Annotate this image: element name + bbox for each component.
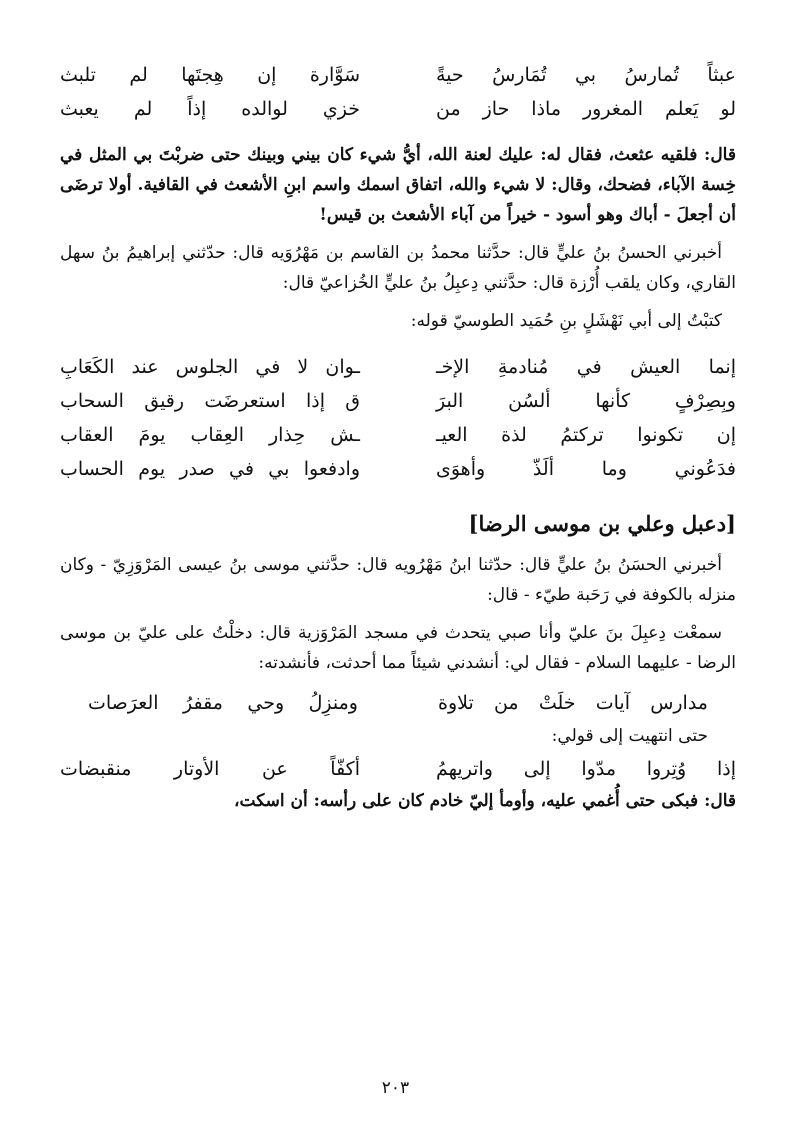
verse-second-hemistich: ق إذا استعرضَت رقيق السحاب [60, 390, 360, 412]
paragraph-letter-intro: كتبْتُ إلى أبي نَهْشَلٍ بنِ حُمَيد الطوسيّ قوله: [410, 311, 722, 331]
paragraph-closing: قال: فبكى حتى أُغمي عليه، وأومأ إليّ خادم كان على رأسه: أن اسكت، [234, 791, 736, 811]
verse-second-hemistich: خزي لوالده إذاً لم يعبث [60, 98, 360, 120]
section-heading: [دعبل وعلي بن موسى الرضا] [468, 511, 736, 536]
verse-line [60, 686, 736, 720]
verse-first-hemistich: إذا وُتِروا مدّوا إلى واتريهمُ [436, 758, 736, 780]
verse-line [60, 752, 736, 786]
transition-line: حتى انتهيت إلى قولي: [551, 726, 708, 746]
paragraph-isnad-1: أخبرني الحسنُ بنُ عليٍّ قال: حدَّثنا محمدُ بن القاسم بن مَهْرُوَيه قال: حدّثني إبراهيمُ بنُ سهل القاري، وكان يلقب أُرْزة قال: حدَّثني دِعبِلُ بنُ عليٍّ الخُزاعيّ قال: [60, 243, 736, 293]
paragraph-isnad-2: أخبرني الحسَنُ بنُ عليٍّ قال: حدّثنا ابنُ مَهْرُويه قال: حدَّثني موسى بنُ عيسى المَرْوَزِيّ - وكان منزله بالكوفة في رَحَبة طيّء - قال: [60, 555, 736, 605]
page-number: ٢٠٣ [381, 1078, 410, 1098]
verse-first-hemistich: مدارس آيات خلَتْ من تلاوة [438, 692, 708, 714]
verse-second-hemistich: ومنزِلُ وحي مقفرُ العرَصات [88, 692, 358, 714]
poem-2 [60, 350, 736, 486]
verse-first-hemistich: عبثاً تُمارسُ بي تُمَارسُ حيةً [436, 64, 736, 86]
paragraph-asheth-story: قال: فلقيه عثعث، فقال له: عليك لعنة الله، أيُّ شيء كان بيني وبينك حتى ضربْتَ بي المثل في خِسة الآباء، فضحك، وقال: لا شيء والله، اتفاق اسمك واسم ابنِ الأشعث في القافية. أولا ترضَى أن أجعلَ - أباك وهو أسود - خيراً من آباء الأشعث بن قيس! [60, 145, 736, 225]
verse-second-hemistich: ـوان لا في الجلوس عند الكَعَابِ [60, 356, 360, 378]
verse-second-hemistich: أكفّاً عن الأوتار منقبضات [60, 758, 360, 780]
verse-line [60, 418, 736, 452]
verse-first-hemistich: لو يَعلم المغرور ماذا حاز من [436, 98, 736, 120]
verse-line [60, 384, 736, 418]
verse-line [60, 452, 736, 486]
verse-second-hemistich: وادفعوا بي في صدر يوم الحساب [60, 458, 360, 480]
verse-line [60, 350, 736, 384]
verse-line [60, 92, 736, 126]
verse-first-hemistich: فدَعُوني وما ألَذّ وأهوَى [436, 458, 736, 480]
verse-second-hemistich: سَوَّارة إن هِجتَها لم تلبث [60, 64, 360, 86]
verse-first-hemistich: إنما العيش في مُنادمةِ الإخـ [436, 356, 736, 378]
page-body [60, 58, 736, 816]
verse-first-hemistich: وبِصِرْفٍ كأنها ألسُن البرَ [436, 390, 736, 412]
poem-1 [60, 58, 736, 126]
verse-line [60, 58, 736, 92]
paragraph-dibil-narration: سمعْت دِعبِلَ بنَ عليّ وأنا صبي يتحدث في مسجد المَرْوَزية قال: دخلْتُ على عليّ بن موسى الرضا - عليهما السلام - فقال لي: أنشدني شيئاً مما أحدثت، فأنشدته: [60, 623, 736, 673]
verse-second-hemistich: ـش حِذار العِقاب يومَ العقاب [60, 424, 360, 446]
verse-first-hemistich: إن تكونوا تركتمُ لذة العيـ [436, 424, 736, 446]
